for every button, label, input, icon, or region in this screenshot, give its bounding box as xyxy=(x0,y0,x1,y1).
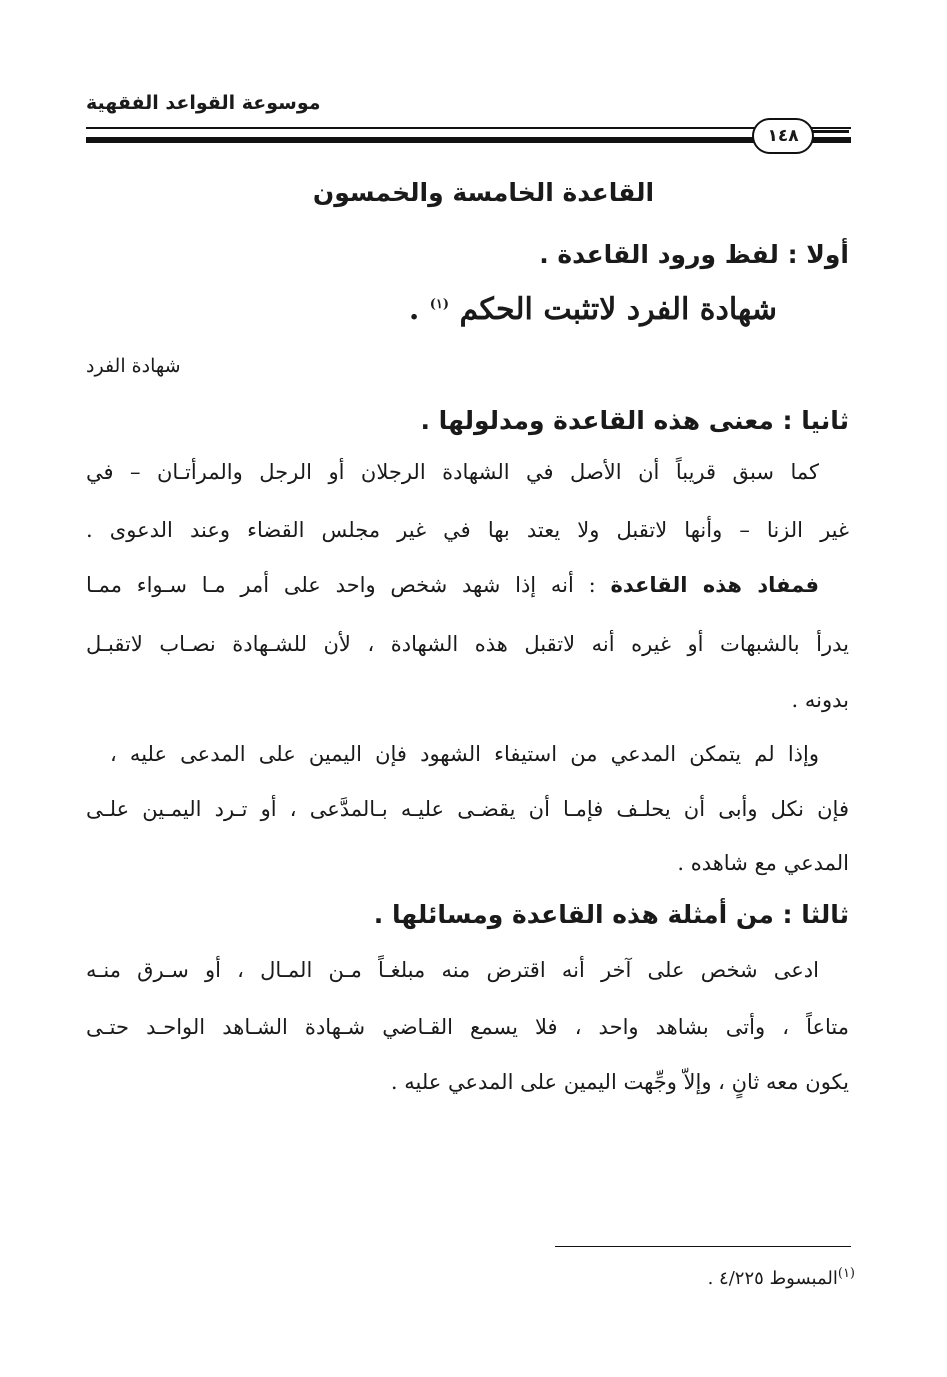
rule-statement-text: شهادة الفرد لاتثبت الحكم xyxy=(459,292,777,327)
footnote-marker: (١) xyxy=(429,297,450,312)
paragraph-line: متاعاً ، وأتى بشاهد واحد ، فلا يسمع القـاضي شـهادة الشـاهد الواحـد حتـى xyxy=(86,1015,849,1039)
paragraph-line: فإن نكل وأبى أن يحلـف فإمـا أن يقضـى عليـه بـالمدَّعى ، أو تـرد اليمـين علـى xyxy=(86,797,849,821)
paragraph-line: كما سبق قريباً أن الأصل في الشهادة الرجلان أو الرجل والمرأتـان – في xyxy=(86,460,819,484)
paragraph-line: ادعى شخص على آخر أنه اقترض منه مبلغـاً مـن المـال ، أو سـرق منـه xyxy=(86,958,819,982)
page-number: ١٤٨ xyxy=(752,118,814,154)
paragraph-line: بدونه . xyxy=(791,688,849,712)
book-title: موسوعة القواعد الفقهية xyxy=(86,92,321,114)
footnote-rule xyxy=(555,1246,851,1247)
footnote-text: المبسوط ٤/٢٢٥ . xyxy=(707,1268,838,1289)
rule-statement-end: . xyxy=(408,292,420,327)
header-rule-right-thick xyxy=(812,137,849,143)
paragraph-text: : أنه إذا شهد شخص واحد على أمر مـا سـواء ممـا xyxy=(86,573,611,597)
header-rule-thick xyxy=(86,137,851,143)
rule-short-form: شهادة الفرد xyxy=(86,355,181,377)
header-rule-right-thin xyxy=(812,130,849,133)
footnote-marker: (١) xyxy=(837,1266,855,1281)
paragraph-line: غير الزنا – وأنها لاتقبل ولا يعتد بها في غير مجلس القضاء وعند الدعوى . xyxy=(86,518,849,542)
paragraph-line xyxy=(86,573,819,597)
header-rule-thin xyxy=(86,127,851,129)
section1-heading: أولا : لفظ ورود القاعدة . xyxy=(539,240,849,269)
paragraph-line: يكون معه ثانٍ ، وإلاّ وجِّهت اليمين على المدعي عليه . xyxy=(390,1070,849,1094)
paragraph-line: وإذا لم يتمكن المدعي من استيفاء الشهود فإن اليمين على المدعى عليه ، xyxy=(110,742,819,766)
section2-heading: ثانيا : معنى هذه القاعدة ومدلولها . xyxy=(420,406,849,435)
paragraph-lead: فمفاد هذه القاعدة xyxy=(610,573,819,597)
rule-title: القاعدة الخامسة والخمسون xyxy=(312,178,655,207)
rule-statement xyxy=(409,292,777,327)
footnote xyxy=(708,1266,855,1289)
paragraph-line: المدعي مع شاهده . xyxy=(677,851,849,875)
section3-heading: ثالثا : من أمثلة هذه القاعدة ومسائلها . xyxy=(373,900,849,929)
paragraph-line: يدرأ بالشبهات أو غيره أنه لاتقبل هذه الشهادة ، لأن للشـهادة نصـاب لاتقبـل xyxy=(86,632,849,656)
